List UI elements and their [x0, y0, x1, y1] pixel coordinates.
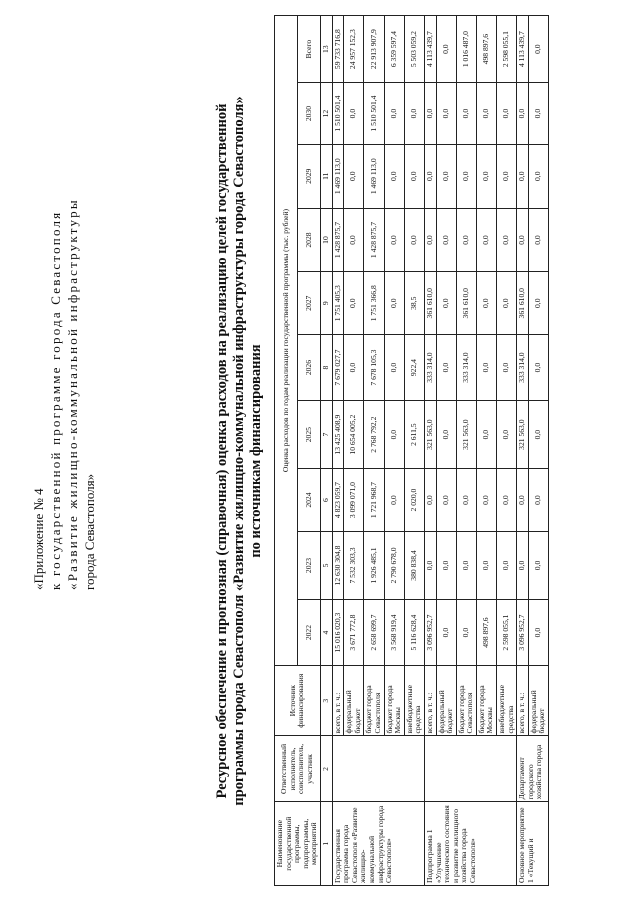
header-row — [275, 16, 298, 886]
value-cell: 0,0 — [384, 335, 404, 401]
value-cell: 333 314,0 — [424, 335, 436, 401]
value-cell: 10 654 005,2 — [344, 401, 364, 469]
value-cell: 2 658 699,7 — [364, 600, 384, 666]
value-cell: 1 721 968,7 — [364, 469, 384, 532]
title-line: Ресурсное обеспечение и прогнозная (справочная) оценка расходов на реализацию целей государственной — [214, 103, 230, 799]
value-cell: 0,0 — [476, 469, 496, 532]
value-cell: 0,0 — [424, 144, 436, 208]
value-cell: 321 563,0 — [517, 401, 529, 469]
value-cell: 4 113 439,7 — [424, 16, 436, 83]
column-number: 1 — [320, 802, 332, 886]
value-cell: 0,0 — [436, 335, 456, 401]
value-cell: 0,0 — [456, 600, 476, 666]
value-cell: 0,0 — [528, 144, 548, 208]
value-cell: 361 610,0 — [517, 272, 529, 335]
value-cell: 0,0 — [528, 272, 548, 335]
value-cell: 7 679 027,7 — [332, 335, 344, 401]
source-cell: бюджет города Москвы — [476, 666, 496, 736]
value-cell: 0,0 — [404, 83, 424, 145]
value-cell: 1 926 485,1 — [364, 531, 384, 599]
header-executor: Ответственный исполнитель, соисполнитель, участник — [275, 736, 321, 802]
executor-cell: Департамент городского хозяйства города — [517, 736, 549, 802]
value-cell: 0,0 — [497, 208, 517, 272]
value-cell: 361 610,0 — [424, 272, 436, 335]
value-cell: 3 671 772,8 — [344, 600, 364, 666]
value-cell: 0,0 — [344, 272, 364, 335]
value-cell: 0,0 — [404, 208, 424, 272]
value-cell: 0,0 — [384, 401, 404, 469]
value-cell: 0,0 — [528, 208, 548, 272]
value-cell: 0,0 — [424, 208, 436, 272]
value-cell: 0,0 — [497, 272, 517, 335]
value-cell: 3 096 952,7 — [517, 600, 529, 666]
value-cell: 3 099 071,0 — [344, 469, 364, 532]
value-cell: 0,0 — [424, 469, 436, 532]
value-cell: 0,0 — [528, 335, 548, 401]
value-cell: 0,0 — [436, 401, 456, 469]
value-cell: 22 913 907,9 — [364, 16, 384, 83]
source-cell: бюджет города Севастополя — [364, 666, 384, 736]
value-cell: 2 790 678,0 — [384, 531, 404, 599]
column-numbers-row — [320, 16, 332, 886]
value-cell: 0,0 — [436, 16, 456, 83]
table-body — [332, 16, 548, 886]
value-cell: 38,5 — [404, 272, 424, 335]
source-cell: федеральный бюджет — [436, 666, 456, 736]
value-cell: 0,0 — [456, 531, 476, 599]
year-header: 2024 — [297, 469, 320, 532]
value-cell: 2 611,5 — [404, 401, 424, 469]
value-cell: 0,0 — [476, 83, 496, 145]
value-cell: 0,0 — [517, 531, 529, 599]
document-title — [214, 12, 265, 890]
value-cell: 321 563,0 — [424, 401, 436, 469]
value-cell: 0,0 — [436, 208, 456, 272]
value-cell: 2 598 055,1 — [497, 16, 517, 83]
value-cell: 0,0 — [497, 531, 517, 599]
value-cell: 0,0 — [344, 208, 364, 272]
value-cell: 0,0 — [517, 469, 529, 532]
value-cell: 0,0 — [384, 144, 404, 208]
value-cell: 0,0 — [497, 401, 517, 469]
column-number: 11 — [320, 144, 332, 208]
value-cell: 0,0 — [476, 531, 496, 599]
value-cell: 0,0 — [497, 83, 517, 145]
value-cell: 0,0 — [528, 469, 548, 532]
program-name-cell: Государственная программа города Севастополя «Развитие жилищно-коммунальной инфраструктуры города Севастополя» — [332, 802, 424, 886]
value-cell: 4 113 439,7 — [517, 16, 529, 83]
year-header: 2028 — [297, 208, 320, 272]
value-cell: 24 957 152,3 — [344, 16, 364, 83]
column-number: 7 — [320, 401, 332, 469]
year-header: Всего — [297, 16, 320, 83]
funding-table — [274, 15, 549, 886]
value-cell: 0,0 — [344, 144, 364, 208]
source-cell: бюджет города Севастополя — [456, 666, 476, 736]
source-cell: федеральный бюджет — [528, 666, 548, 736]
year-header: 2030 — [297, 83, 320, 145]
column-number: 9 — [320, 272, 332, 335]
value-cell: 0,0 — [476, 272, 496, 335]
value-cell: 2 020,0 — [404, 469, 424, 532]
header-estimate: Оценка расходов по годам реализации государственной программы (тыс. рублей) — [275, 16, 298, 666]
value-cell: 1 469 113,0 — [364, 144, 384, 208]
year-header: 2026 — [297, 335, 320, 401]
year-header: 2023 — [297, 531, 320, 599]
value-cell: 1 016 487,0 — [456, 16, 476, 83]
value-cell: 0,0 — [497, 144, 517, 208]
executor-cell — [424, 736, 516, 802]
source-cell: бюджет города Москвы — [384, 666, 404, 736]
rotated-page — [12, 12, 624, 890]
value-cell: 0,0 — [424, 531, 436, 599]
value-cell: 321 563,0 — [456, 401, 476, 469]
source-cell: всего, в т. ч.: — [332, 666, 344, 736]
column-number: 3 — [320, 666, 332, 736]
value-cell: 0,0 — [476, 144, 496, 208]
value-cell: 380 838,4 — [404, 531, 424, 599]
value-cell: 0,0 — [497, 335, 517, 401]
column-number: 6 — [320, 469, 332, 532]
source-cell: федеральный бюджет — [344, 666, 364, 736]
value-cell: 1 469 113,0 — [332, 144, 344, 208]
value-cell: 0,0 — [436, 469, 456, 532]
value-cell: 1 510 501,4 — [364, 83, 384, 145]
value-cell: 0,0 — [528, 83, 548, 145]
title-line: программы города Севастополя «Развитие жилищно-коммунальной инфраструктуры города Севастополя» — [231, 96, 247, 806]
source-cell: всего, в т. ч.: — [424, 666, 436, 736]
value-cell: 5 503 059,2 — [404, 16, 424, 83]
annex-line: «Развитие жилищно-коммунальной инфраструктуры — [65, 198, 80, 590]
year-header: 2027 — [297, 272, 320, 335]
value-cell: 0,0 — [344, 335, 364, 401]
value-cell: 0,0 — [528, 600, 548, 666]
column-number: 5 — [320, 531, 332, 599]
year-header: 2022 — [297, 600, 320, 666]
value-cell: 4 823 059,7 — [332, 469, 344, 532]
value-cell: 59 733 716,8 — [332, 16, 344, 83]
value-cell: 922,4 — [404, 335, 424, 401]
year-header: 2025 — [297, 401, 320, 469]
value-cell: 498 897,6 — [476, 16, 496, 83]
value-cell: 0,0 — [424, 83, 436, 145]
value-cell: 0,0 — [528, 16, 548, 83]
table-row — [332, 16, 344, 886]
value-cell: 0,0 — [517, 208, 529, 272]
value-cell: 7 678 105,3 — [364, 335, 384, 401]
value-cell: 0,0 — [436, 83, 456, 145]
value-cell: 0,0 — [384, 469, 404, 532]
value-cell: 0,0 — [517, 144, 529, 208]
value-cell: 333 314,0 — [517, 335, 529, 401]
annex-line: «Приложение № 4 — [31, 488, 46, 590]
annex-line: к государственной программе города Севастополя — [48, 210, 63, 590]
value-cell: 1 428 875,7 — [332, 208, 344, 272]
value-cell: 3 096 952,7 — [424, 600, 436, 666]
value-cell: 6 359 597,4 — [384, 16, 404, 83]
value-cell: 0,0 — [476, 208, 496, 272]
column-number: 10 — [320, 208, 332, 272]
value-cell: 0,0 — [456, 208, 476, 272]
value-cell: 0,0 — [436, 531, 456, 599]
title-line: по источникам финансирования — [248, 344, 264, 558]
column-number: 4 — [320, 600, 332, 666]
value-cell: 7 532 303,3 — [344, 531, 364, 599]
value-cell: 2 598 055,1 — [497, 600, 517, 666]
value-cell: 0,0 — [384, 272, 404, 335]
value-cell: 0,0 — [528, 531, 548, 599]
value-cell: 0,0 — [384, 83, 404, 145]
value-cell: 0,0 — [436, 600, 456, 666]
column-number: 12 — [320, 83, 332, 145]
value-cell: 0,0 — [476, 401, 496, 469]
value-cell: 12 630 304,8 — [332, 531, 344, 599]
annex-block — [30, 110, 98, 590]
value-cell: 0,0 — [497, 469, 517, 532]
program-name-cell: Основное мероприятие 1 «Текущий и — [517, 802, 549, 886]
header-name: Наименование государственной программы, подпрограммы, мероприятий — [275, 802, 321, 886]
value-cell: 333 314,0 — [456, 335, 476, 401]
value-cell: 0,0 — [456, 469, 476, 532]
value-cell: 0,0 — [517, 83, 529, 145]
value-cell: 0,0 — [384, 208, 404, 272]
program-name-cell: Подпрограмма 1 «Улучшение технического состояния и развитие жилищного хозяйства города Севастополя» — [424, 802, 516, 886]
annex-line: города Севастополя» — [82, 473, 97, 590]
year-header: 2029 — [297, 144, 320, 208]
value-cell: 13 425 408,9 — [332, 401, 344, 469]
column-number: 2 — [320, 736, 332, 802]
value-cell: 3 568 919,4 — [384, 600, 404, 666]
value-cell: 15 016 020,3 — [332, 600, 344, 666]
value-cell: 0,0 — [436, 272, 456, 335]
value-cell: 0,0 — [456, 83, 476, 145]
value-cell: 0,0 — [476, 335, 496, 401]
value-cell: 1 428 875,7 — [364, 208, 384, 272]
value-cell: 1 510 501,4 — [332, 83, 344, 145]
value-cell: 0,0 — [528, 401, 548, 469]
value-cell: 0,0 — [436, 144, 456, 208]
value-cell: 2 768 792,2 — [364, 401, 384, 469]
source-cell: внебюджетные средства — [404, 666, 424, 736]
column-number: 13 — [320, 16, 332, 83]
source-cell: внебюджетные средства — [497, 666, 517, 736]
value-cell: 5 116 628,4 — [404, 600, 424, 666]
value-cell: 0,0 — [344, 83, 364, 145]
header-source: Источник финансирования — [275, 666, 321, 736]
table-row — [517, 16, 529, 886]
value-cell: 0,0 — [456, 144, 476, 208]
source-cell: всего, в т. ч.: — [517, 666, 529, 736]
value-cell: 1 751 405,3 — [332, 272, 344, 335]
value-cell: 361 610,0 — [456, 272, 476, 335]
executor-cell — [332, 736, 424, 802]
value-cell: 498 897,6 — [476, 600, 496, 666]
value-cell: 0,0 — [404, 144, 424, 208]
column-number: 8 — [320, 335, 332, 401]
table-row — [424, 16, 436, 886]
value-cell: 1 751 366,8 — [364, 272, 384, 335]
